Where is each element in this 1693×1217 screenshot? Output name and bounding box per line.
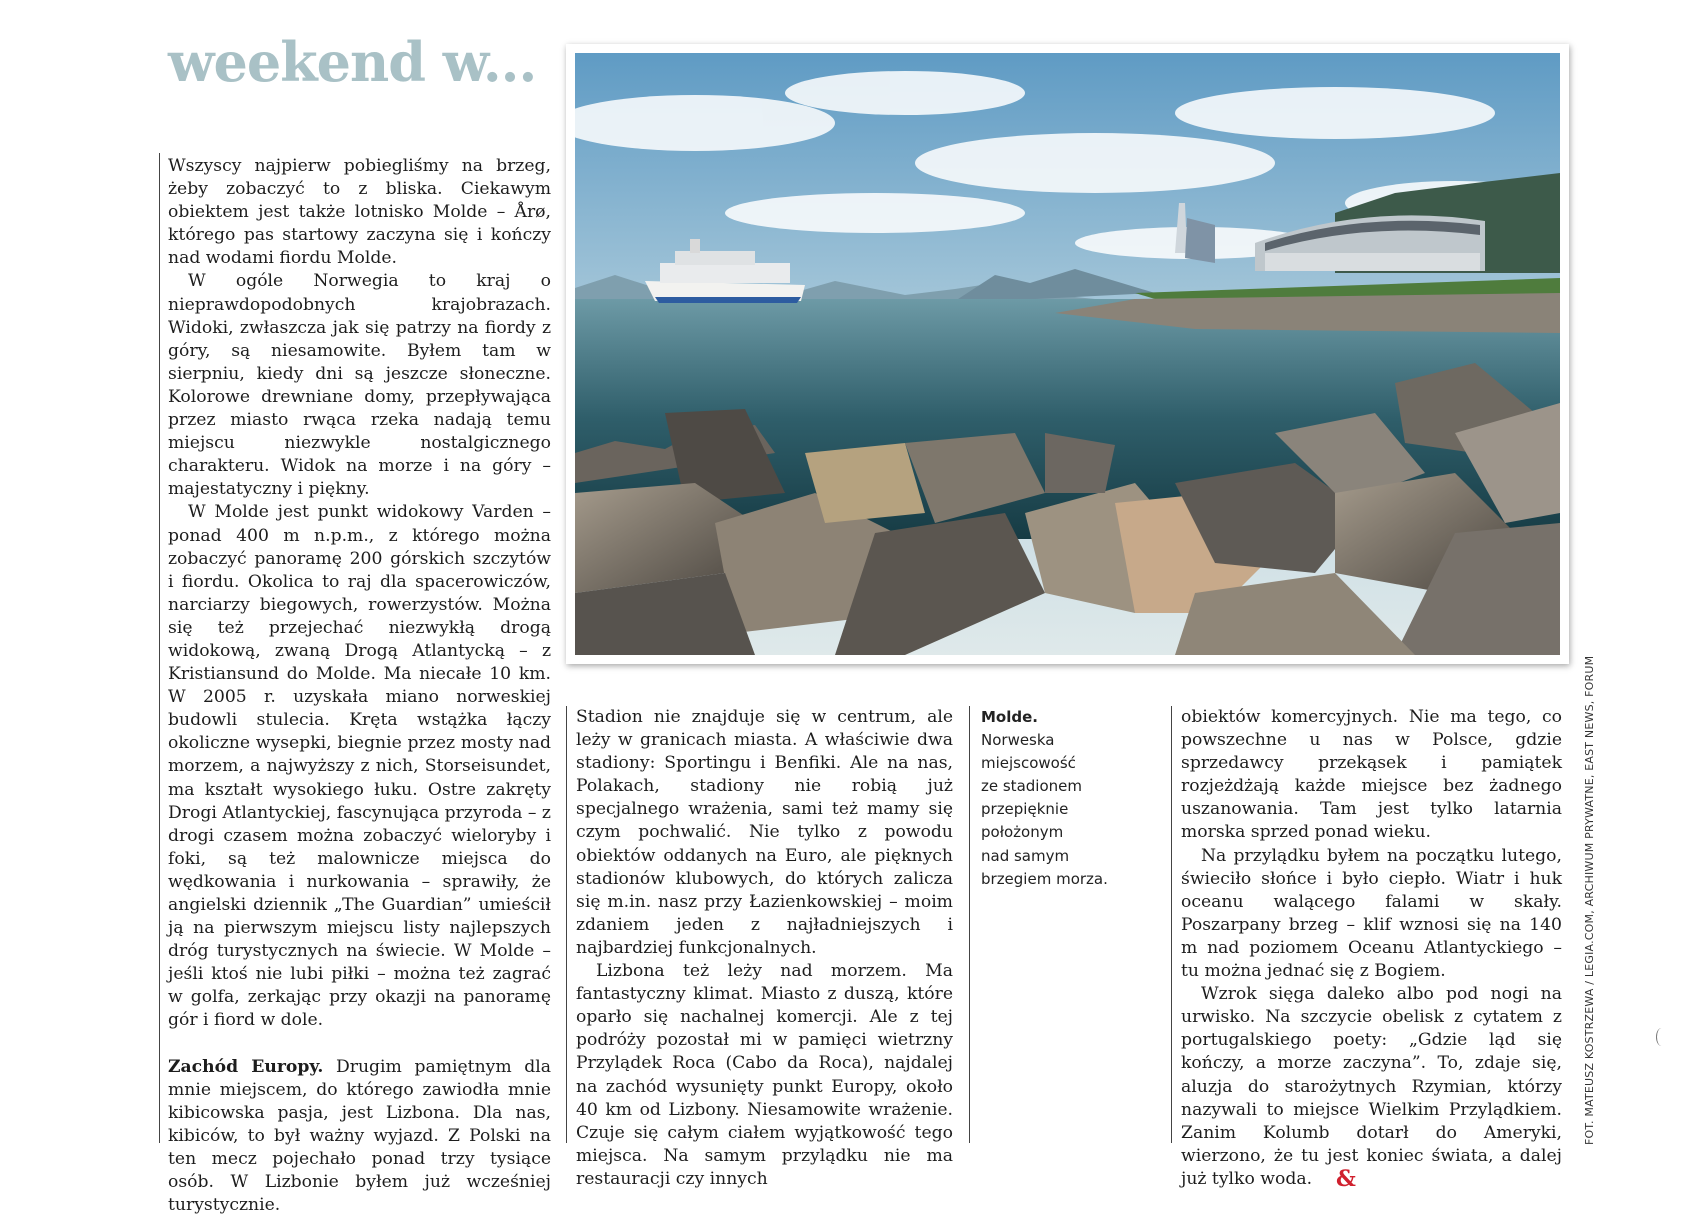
paragraph: W Molde jest punkt widokowy Varden – ponad 400 m n.p.m., z którego można zobaczyć panoramę 200 górskich szczytów i fiordu. Okolica to raj dla spacerowiczów, narciarzy biegowych, rowerzystów. Można się też przejechać niezwykłą drogą widokową, zwaną Drogą Atlantycką – z Kristiansund do Molde. Ma niecałe 10 km. W 2005 r. uzyskała miano norweskiej budowli stulecia. Kręta wstążka łączy okoliczne wysepki, biegnie przez mosty nad morzem, a najwyższy z nich, Storseisundet, ma kształt wysokiego łuku. Ostre zakręty Drogi Atlantyckiej, fascynująca przyroda – z drogi czasem można zobaczyć wieloryby i foki, są też malownicze miejsca do wędkowania i nurkowania – sprawiły, że angielski dziennik „The Guardian” umieścił ją na pierwszym miejscu listy najlepszych dróg turystycznych na świecie. W Molde – jeśli ktoś nie lubi piłki – można też zagrać w golfa, zerkając przy okazji na panoramę gór i fiord w dole.	[168, 502, 551, 1031]
article-column-2	[576, 706, 953, 1191]
fjord-photo-illustration	[575, 53, 1560, 655]
paragraph-text: Wzrok sięga daleko albo pod nogi na urwisko. Na szczycie obelisk z cytatem z portugalskiego poety: „Gdzie ląd się kończy, a morze zaczyna”. To, zdaje się, aluzja do starożytnych Rzymian, którzy nazywali to miejsce Wielkim Przylądkiem. Zanim Kolumb dotarł do Ameryki, wierzono, że tu jest koniec świata, a dalej już tylko woda.	[1181, 984, 1562, 1189]
article-column-1	[168, 155, 551, 1217]
paragraph: Wszyscy najpierw pobiegliśmy na brzeg, żeby zobaczyć to z bliska. Ciekawym obiektem jest także lotnisko Molde – Årø, którego pas startowy zaczyna się i kończy nad wodami fiordu Molde.	[168, 156, 551, 269]
article-column-4	[1181, 706, 1562, 1191]
paragraph: obiektów komercyjnych. Nie ma tego, co powszechne u nas w Polsce, gdzie sprzedawcy przekąsek i pamiątek rozjeżdżają każde miejsce bez żadnego uszanowania. Tam jest tylko latarnia morska sprzed ponad wieku.	[1181, 707, 1562, 843]
paragraph: Lizbona też leży nad morzem. Ma fantastyczny klimat. Miasto z duszą, które oparło się nachalnej komercji. Ale z tej podróży pozostał mi w pamięci wietrzny Przylądek Roca (Cabo da Roca), najdalej na zachód wysunięty punkt Europy, około 40 km od Lizbony. Niesamowite wrażenie. Czuje się całym ciałem wyjątkowość tego miejsca. Na samym przylądku nie ma restauracji czy innych	[576, 961, 953, 1189]
photo-caption	[981, 706, 1131, 891]
photo-credit: FOT. MATEUSZ KOSTRZEWA / LEGIA.COM, ARCHIWUM PRYWATNE, EAST NEWS, FORUM	[1583, 655, 1596, 1145]
paragraph-final	[1181, 983, 1562, 1191]
page-margin-mark	[1656, 1028, 1667, 1046]
paragraph: Stadion nie znajduje się w centrum, ale leży w granicach miasta. A właściwie dwa stadiony: Sportingu i Benfiki. Ale na nas, Polakach, stadiony nie robią już specjalnego wrażenia, sami też mamy się czym pochwalić. Nie tylko z powodu obiektów oddanych na Euro, ale pięknych stadionów klubowych, do których zalicza się m.in. nasz przy Łazienkowskiej – moim zdaniem jeden z najładniejszych i najbardziej funkcjonalnych.	[576, 707, 953, 958]
caption-text: Norweska miejscowość ze stadionem przepięknie położonym nad samym brzegiem morza.	[981, 731, 1108, 888]
column-rule	[566, 706, 567, 1143]
photo-molde-harbour	[566, 44, 1569, 664]
paragraph: Na przylądku byłem na początku lutego, świeciło słońce i było ciepło. Wiatr i huk oceanu walącego falami w skały. Poszarpany brzeg – klif wznosi się na 140 m nad poziomem Oceanu Atlantyckiego – tu można jednać się z Bogiem.	[1181, 845, 1562, 982]
column-rule	[969, 706, 970, 1143]
end-mark-icon: &	[1336, 1165, 1356, 1192]
section-title: Zachód Europy.	[168, 1056, 324, 1077]
column-rule	[159, 153, 160, 1143]
caption-title: Molde.	[981, 708, 1038, 726]
section-text: Drugim pamiętnym dla mnie miejscem, do którego zawiodła mnie kibicowska pasja, jest Lizbona. Dla nas, kibiców, to był ważny wyjazd. Z Polski na ten mecz pojechało ponad trzy tysiące osób. W Lizbonie byłem już wcześniej turystycznie.	[168, 1056, 552, 1216]
paragraph: W ogóle Norwegia to kraj o nieprawdopodobnych krajobrazach. Widoki, zwłaszcza jak się patrzy na fiordy z góry, są niesamowite. Byłem tam w sierpniu, kiedy dni są jeszcze słoneczne. Kolorowe drewniane domy, przepływająca przez miasto rwąca rzeka nadają temu miejscu niezwykle nostalgicznego charakteru. Widok na morze i na góry – majestatyczny i piękny.	[168, 271, 551, 500]
page-title: weekend w...	[168, 30, 537, 94]
section-paragraph	[168, 1056, 551, 1217]
column-rule	[1171, 706, 1172, 1143]
